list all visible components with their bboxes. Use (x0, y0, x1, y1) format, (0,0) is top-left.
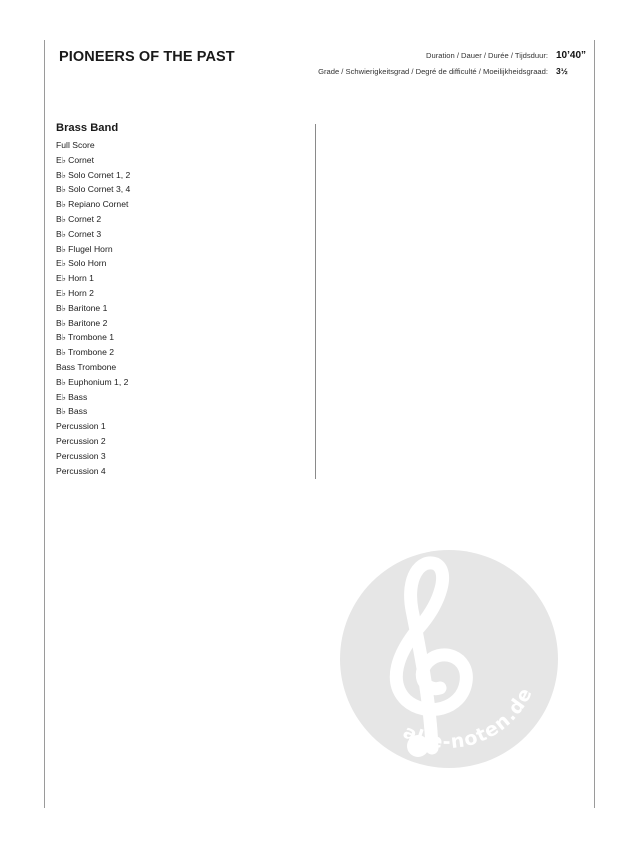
part-item: E♭ Cornet (56, 154, 94, 165)
part-item: E♭ Solo Horn (56, 258, 107, 269)
part-item: E♭ Horn 1 (56, 273, 94, 284)
part-item: B♭ Solo Cornet 1, 2 (56, 169, 131, 180)
part-item: B♭ Trombone 2 (56, 347, 115, 358)
part-item: B♭ Baritone 2 (56, 317, 108, 328)
part-item: B♭ Repiano Cornet (56, 199, 129, 210)
part-item: Percussion 1 (56, 421, 106, 432)
part-item: B♭ Bass (56, 406, 88, 417)
grade-row (318, 66, 586, 76)
parts-list (56, 138, 130, 478)
page-border-right (594, 40, 595, 808)
part-item: B♭ Cornet 3 (56, 228, 102, 239)
duration-label: Duration / Dauer / Durée / Tijdsduur: (426, 51, 548, 60)
part-item: B♭ Cornet 2 (56, 213, 102, 224)
part-item: B♭ Solo Cornet 3, 4 (56, 184, 131, 195)
part-item: Full Score (56, 140, 95, 150)
part-item: Percussion 2 (56, 435, 106, 446)
part-item: B♭ Flugel Horn (56, 243, 113, 254)
part-item: E♭ Bass (56, 391, 88, 402)
watermark-text: alle-noten.de (399, 683, 538, 754)
page-border-left (44, 40, 45, 808)
part-item: B♭ Euphonium 1, 2 (56, 376, 129, 387)
grade-value: 3½ (556, 66, 568, 76)
grade-label: Grade / Schwierigkeitsgrad / Degré de difficulté / Moeilijkheidsgraad: (318, 67, 548, 76)
piece-title: PIONEERS OF THE PAST (59, 49, 235, 65)
part-item: B♭ Baritone 1 (56, 302, 108, 313)
duration-value: 10’40” (556, 50, 587, 61)
duration-row (426, 50, 586, 61)
part-item: Percussion 4 (56, 465, 106, 476)
part-item: Percussion 3 (56, 450, 106, 461)
instrumentation-heading: Brass Band (56, 122, 119, 134)
column-divider (315, 124, 316, 479)
watermark-treble-clef-icon (340, 550, 558, 768)
part-item: Bass Trombone (56, 361, 117, 372)
part-item: E♭ Horn 2 (56, 287, 94, 298)
part-item: B♭ Trombone 1 (56, 332, 115, 343)
